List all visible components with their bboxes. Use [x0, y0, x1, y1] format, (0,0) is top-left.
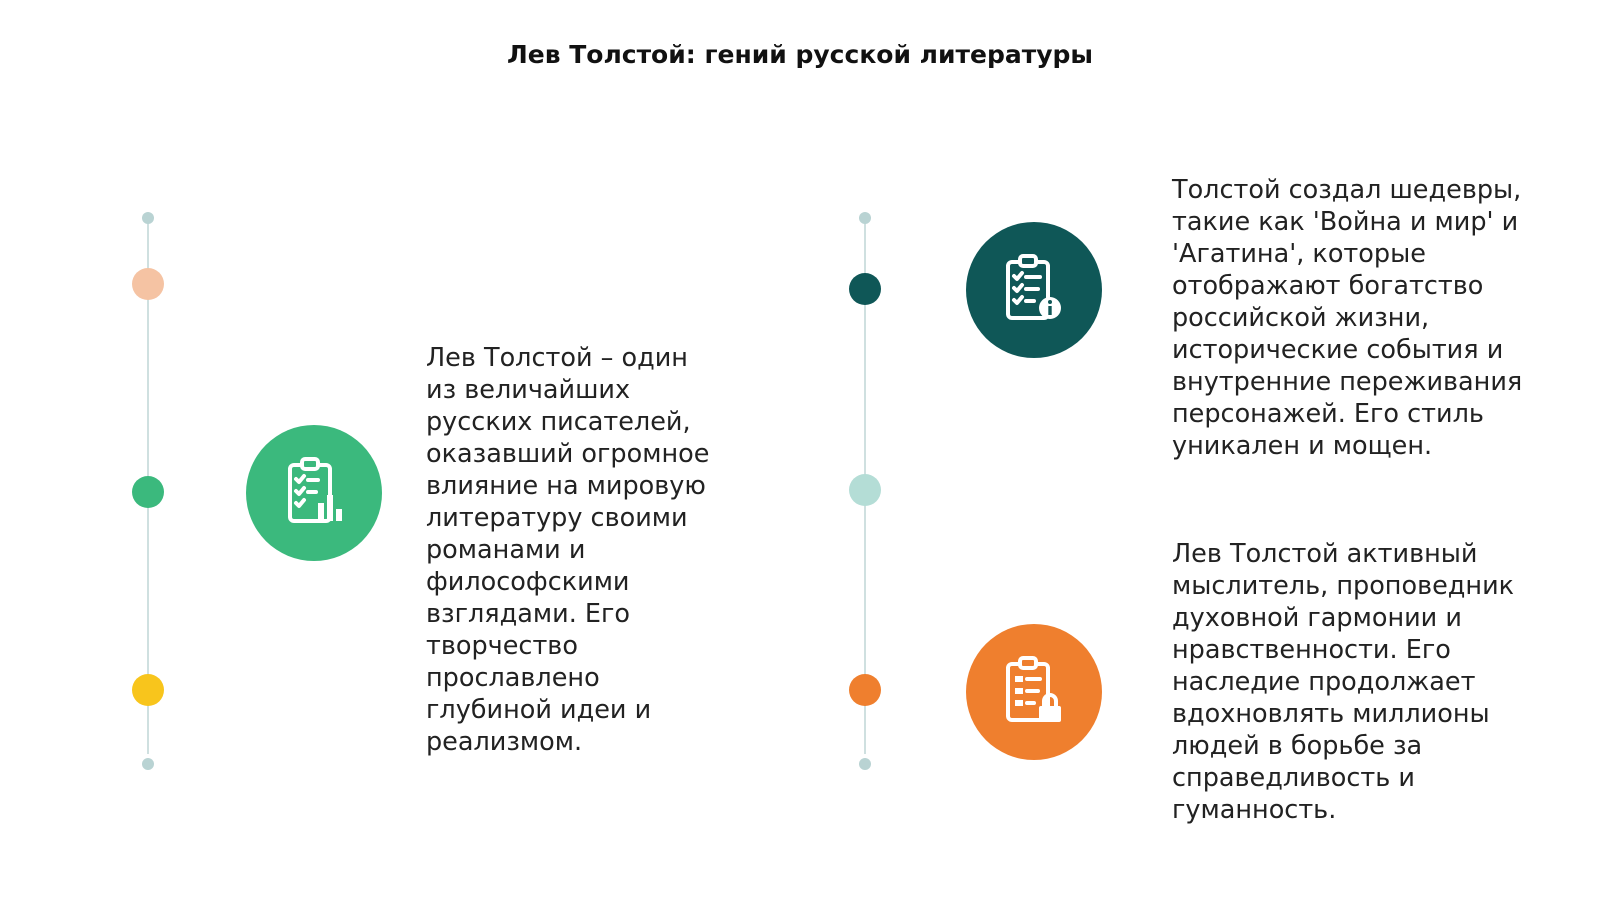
timeline-endpoint-top	[142, 212, 154, 224]
timeline-marker-teal	[849, 273, 881, 305]
timeline-marker-yellow	[132, 674, 164, 706]
timeline-endpoint-top	[859, 212, 871, 224]
timeline-right	[845, 0, 885, 900]
clipboard-chart-icon	[246, 425, 382, 561]
timeline-marker-mint	[849, 474, 881, 506]
item-text-2: Толстой создал шедевры, такие как 'Война и мир' и 'Агатина', которые отображают богатство российской жизни, исторические события и внутренние переживания персонажей. Его стиль уникален и мощен.	[1172, 175, 1523, 461]
item-text-1: Лев Толстой – один из величайших русских писателей, оказавший огромное влияние на мировую литературу своими романами и философскими взглядами. Его творчество прославлено глубиной идеи и реализмом.	[426, 343, 710, 757]
page-title: Лев Толстой: гений русской литературы	[506, 40, 1094, 69]
clipboard-info-icon	[966, 222, 1102, 358]
timeline-endpoint-bottom	[142, 758, 154, 770]
timeline-endpoint-bottom	[859, 758, 871, 770]
timeline-marker-green	[132, 476, 164, 508]
timeline-marker-orange	[849, 674, 881, 706]
clipboard-lock-icon	[966, 624, 1102, 760]
timeline-left	[128, 0, 168, 900]
item-text-3: Лев Толстой активный мыслитель, проповедник духовной гармонии и нравственности. Его наследие продолжает вдохновлять миллионы людей в борьбе за справедливость и гуманность.	[1172, 539, 1515, 825]
timeline-marker-peach	[132, 268, 164, 300]
